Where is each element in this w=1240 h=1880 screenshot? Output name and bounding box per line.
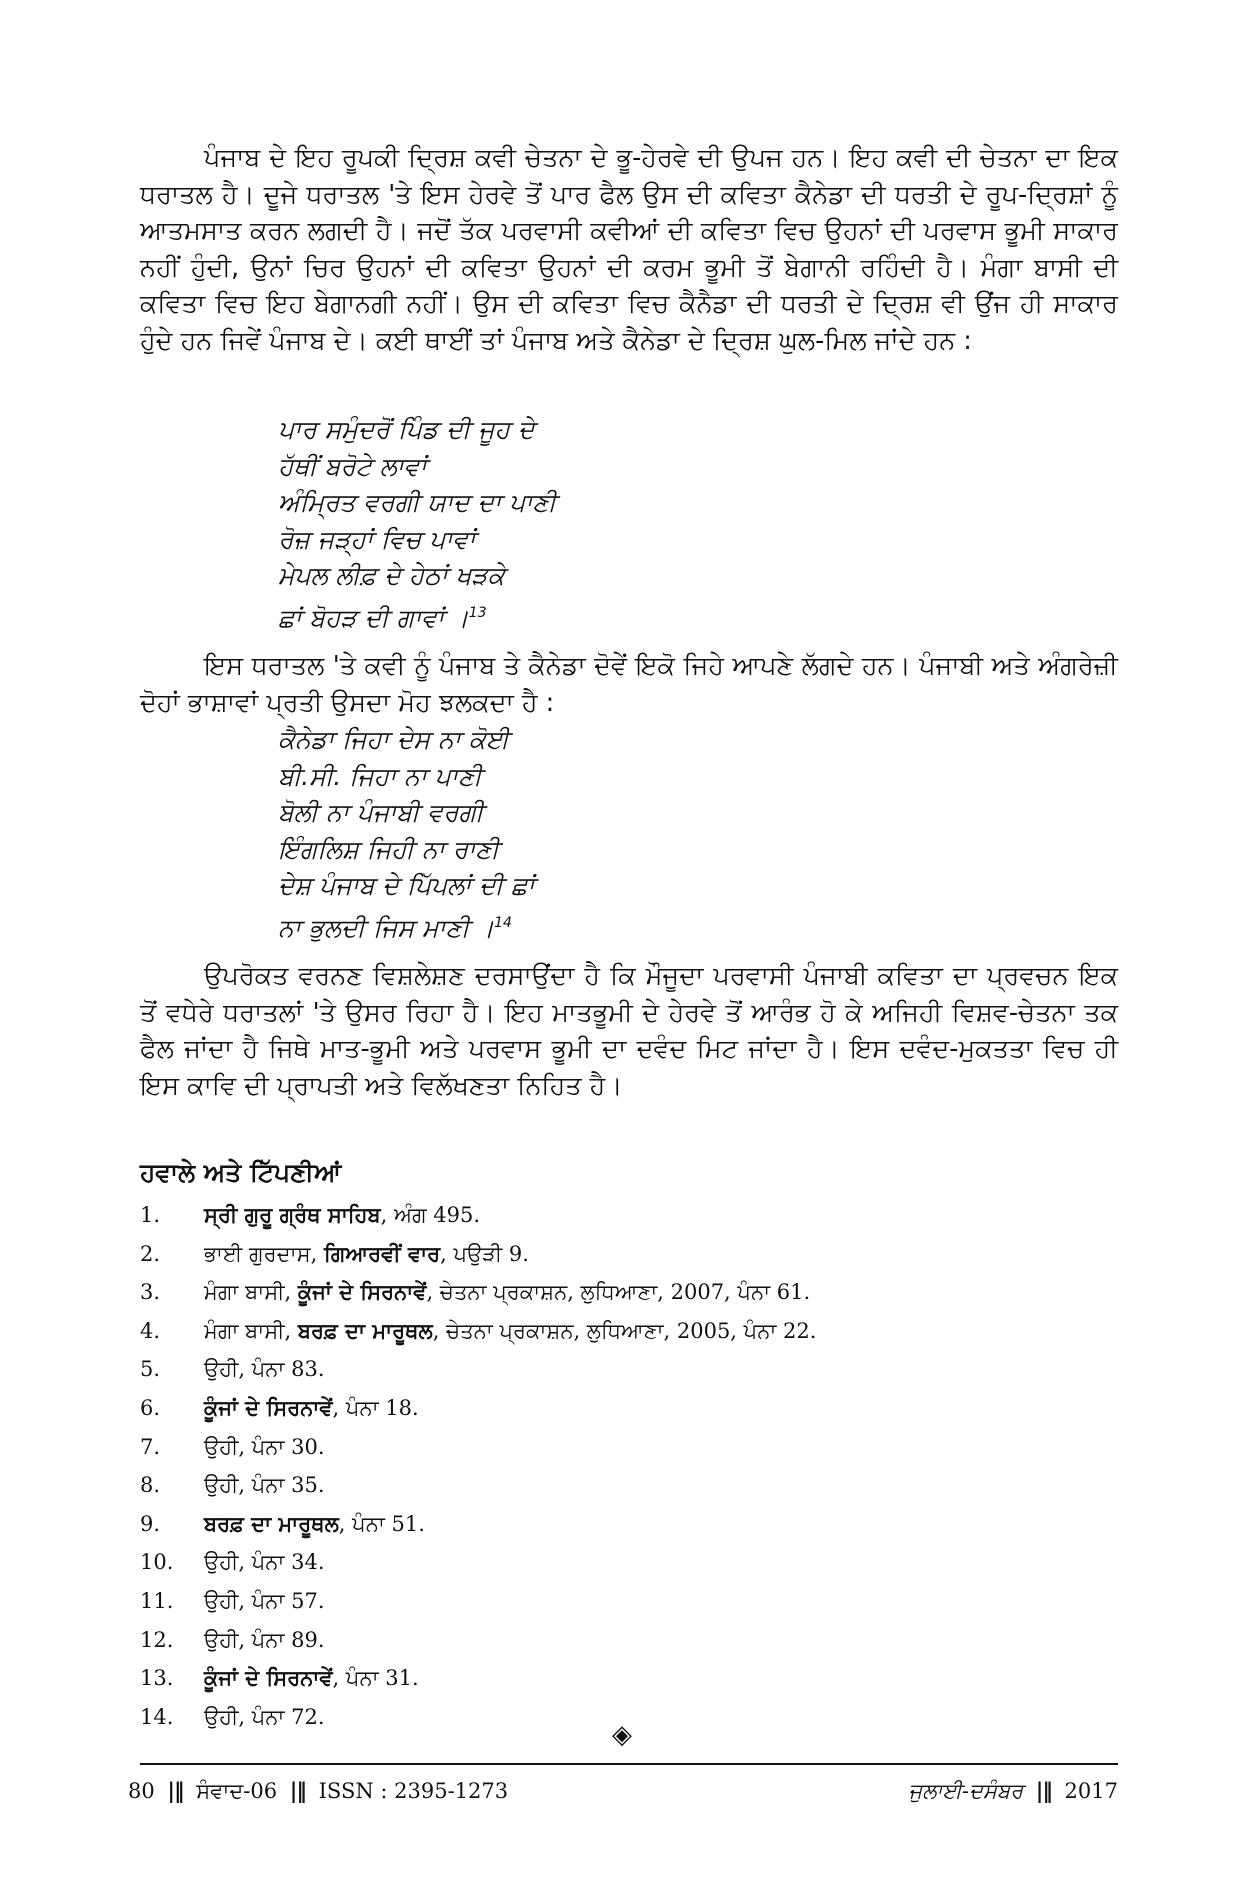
footer-left xyxy=(128,1778,508,1804)
verse-2-line: ਬੀ.ਸੀ. ਜਿਹਾ ਨਾ ਪਾਣੀ xyxy=(278,761,482,791)
reference-rest: , ਪੰਨਾ 18. xyxy=(332,1395,419,1420)
reference-number: 1. xyxy=(140,1203,161,1227)
footer-right xyxy=(909,1778,1118,1804)
verse-2-line: ਬੋਲੀ ਨਾ ਪੰਜਾਬੀ ਵਰਗੀ xyxy=(278,798,484,827)
footer-rule xyxy=(140,1763,1118,1765)
reference-prefix: ਉਹੀ, ਪੰਨਾ 83. xyxy=(204,1357,325,1382)
reference-prefix: ਉਹੀ, ਪੰਨਾ 35. xyxy=(204,1473,325,1498)
reference-title: ਬਰਫ਼ ਦਾ ਮਾਰੂਥਲ xyxy=(297,1318,433,1343)
reference-item xyxy=(140,1466,816,1505)
journal-name: ਸੰਵਾਦ-06 xyxy=(196,1779,278,1803)
reference-number: 5. xyxy=(140,1357,161,1382)
reference-rest: , ਅੰਗ 495. xyxy=(380,1203,481,1227)
reference-title: ਕੂੰਜਾਂ ਦੇ ਸਿਰਨਾਵੇਂ xyxy=(204,1666,333,1691)
verse-1-line: ਮੇਪਲ ਲੀਫ਼ ਦੇ ਹੇਠਾਂ ਖੜਕੇ xyxy=(278,561,505,590)
page-number: 80 xyxy=(128,1779,155,1803)
reference-item xyxy=(140,1543,816,1582)
reference-prefix: ਉਹੀ, ਪੰਨਾ 57. xyxy=(204,1588,325,1613)
reference-number: 6. xyxy=(140,1395,161,1420)
end-of-article-icon: ◈ xyxy=(612,1720,632,1750)
issue-year: 2017 xyxy=(1064,1779,1118,1803)
verse-1-line: ਛਾਂ ਬੋਹੜ ਦੀ ਗਾਵਾਂ । xyxy=(278,602,469,632)
reference-item xyxy=(140,1273,816,1312)
verse-2 xyxy=(278,722,535,946)
reference-prefix: ਉਹੀ, ਪੰਨਾ 30. xyxy=(204,1434,325,1459)
reference-number: 2. xyxy=(140,1241,161,1266)
verse-1-line: ਅੰਮ੍ਰਿਤ ਵਰਗੀ ਯਾਦ ਦਾ ਪਾਣੀ xyxy=(278,488,557,517)
reference-rest: , ਚੇਤਨਾ ਪ੍ਰਕਾਸ਼ਨ, ਲੁਧਿਆਣਾ, 2005, ਪੰਨਾ 22. xyxy=(432,1318,817,1343)
footer-separator: |‖ xyxy=(1035,1778,1052,1803)
reference-title: ਕੂੰਜਾਂ ਦੇ ਸਿਰਨਾਵੇਂ xyxy=(297,1280,427,1305)
paragraph-1: ਪੰਜਾਬ ਦੇ ਇਹ ਰੂਪਕੀ ਦ੍ਰਿਸ਼ ਕਵੀ ਚੇਤਨਾ ਦੇ ਭੂ-ਹੇਰਵੇ ਦੀ ਉਪਜ ਹਨ। ਇਹ ਕਵੀ ਦੀ ਚੇਤਨਾ ਦਾ ਇਕ ਧਰਾਤਲ ਹੈ। ਦੂਜੇ ਧਰਾਤਲ 'ਤੇ ਇਸ ਹੇਰਵੇ ਤੋਂ ਪਾਰ ਫੈਲ ਉਸ ਦੀ ਕਵਿਤਾ ਕੈਨੇਡਾ ਦੀ ਧਰਤੀ ਦੇ ਰੂਪ-ਦ੍ਰਿਸ਼ਾਂ ਨੂੰ ਆਤਮਸਾਤ ਕਰਨ ਲਗਦੀ ਹੈ। ਜਦੋਂ ਤੱਕ ਪਰਵਾਸੀ ਕਵੀਆਂ ਦੀ ਕਵਿਤਾ ਵਿਚ ਉਹਨਾਂ ਦੀ ਪਰਵਾਸ ਭੂਮੀ ਸਾਕਾਰ ਨਹੀਂ ਹੁੰਦੀ, ਉਨਾਂ ਚਿਰ ਉਹਨਾਂ ਦੀ ਕਵਿਤਾ ਉਹਨਾਂ ਦੀ ਕਰਮ ਭੂਮੀ ਤੋਂ ਬੇਗਾਨੀ ਰਹਿੰਦੀ ਹੈ। ਮੰਗਾ ਬਾਸੀ ਦੀ ਕਵਿਤਾ ਵਿਚ ਇਹ ਬੇਗਾਨਗੀ ਨਹੀਂ। ਉਸ ਦੀ ਕਵਿਤਾ ਵਿਚ ਕੈਨੈਡਾ ਦੀ ਧਰਤੀ ਦੇ ਦ੍ਰਿਸ਼ ਵੀ ਉਂਜ ਹੀ ਸਾਕਾਰ ਹੁੰਦੇ ਹਨ ਜਿਵੇਂ ਪੰਜਾਬ ਦੇ। ਕਈ ਥਾਈਂ ਤਾਂ ਪੰਜਾਬ ਅਤੇ ਕੈਨੇਡਾ ਦੇ ਦ੍ਰਿਸ਼ ਘੁਲ-ਮਿਲ ਜਾਂਦੇ ਹਨ : xyxy=(140,143,1118,356)
reference-number: 12. xyxy=(140,1627,174,1652)
verse-1 xyxy=(278,412,556,636)
verse-2-line: ਇੰਗਲਿਸ਼ ਜਿਹੀ ਨਾ ਰਾਣੀ xyxy=(278,834,500,864)
reference-number: 11. xyxy=(140,1588,174,1613)
reference-title: ਕੂੰਜਾਂ ਦੇ ਸਿਰਨਾਵੇਂ xyxy=(204,1395,333,1420)
reference-item xyxy=(140,1582,816,1621)
reference-item xyxy=(140,1350,816,1389)
verse-1-line: ਪਾਰ ਸਮੁੰਦਰੋਂ ਪਿੰਡ ਦੀ ਜੂਹ ਦੇ xyxy=(278,415,535,444)
verse-2-line: ਦੇਸ਼ ਪੰਜਾਬ ਦੇ ਪਿੱਪਲਾਂ ਦੀ ਛਾਂ xyxy=(278,871,535,900)
footer-separator: |‖ xyxy=(167,1778,184,1803)
reference-title: ਸ੍ਰੀ ਗੁਰੂ ਗ੍ਰੰਥ ਸਾਹਿਬ xyxy=(204,1203,381,1227)
reference-title: ਬਰਫ਼ ਦਾ ਮਾਰੂਥਲ xyxy=(204,1511,339,1536)
issn: ISSN : 2395-1273 xyxy=(318,1779,509,1803)
paragraph-2: ਇਸ ਧਰਾਤਲ 'ਤੇ ਕਵੀ ਨੂੰ ਪੰਜਾਬ ਤੇ ਕੈਨੇਡਾ ਦੋਵੇਂ ਇਕੋ ਜਿਹੇ ਆਪਣੇ ਲੱਗਦੇ ਹਨ। ਪੰਜਾਬੀ ਅਤੇ ਅੰਗਰੇਜ਼ੀ ਦੋਹਾਂ ਭਾਸ਼ਾਵਾਂ ਪ੍ਰਤੀ ਉਸਦਾ ਮੋਹ ਝਲਕਦਾ ਹੈ : xyxy=(140,651,1118,718)
footer-separator: |‖ xyxy=(289,1778,306,1803)
reference-prefix: ਉਹੀ, ਪੰਨਾ 89. xyxy=(204,1627,325,1652)
reference-prefix: ਉਹੀ, ਪੰਨਾ 34. xyxy=(204,1550,325,1575)
paragraph-3: ਉਪਰੋਕਤ ਵਰਨਣ ਵਿਸ਼ਲੇਸ਼ਣ ਦਰਸਾਉਂਦਾ ਹੈ ਕਿ ਮੌਜੂਦਾ ਪਰਵਾਸੀ ਪੰਜਾਬੀ ਕਵਿਤਾ ਦਾ ਪ੍ਰਵਚਨ ਇਕ ਤੋਂ ਵਧੇਰੇ ਧਰਾਤਲਾਂ 'ਤੇ ਉਸਰ ਰਿਹਾ ਹੈ। ਇਹ ਮਾਤਭੂਮੀ ਦੇ ਹੇਰਵੇ ਤੋਂ ਆਰੰਭ ਹੋ ਕੇ ਅਜਿਹੀ ਵਿਸ਼ਵ-ਚੇਤਨਾ ਤਕ ਫੈਲ ਜਾਂਦਾ ਹੈ ਜਿਥੇ ਮਾਤ-ਭੂਮੀ ਅਤੇ ਪਰਵਾਸ ਭੂਮੀ ਦਾ ਦਵੰਦ ਮਿਟ ਜਾਂਦਾ ਹੈ। ਇਸ ਦਵੰਦ-ਮੁਕਤਤਾ ਵਿਚ ਹੀ ਇਸ ਕਾਵਿ ਦੀ ਪ੍ਰਾਪਤੀ ਅਤੇ ਵਿਲੱਖਣਤਾ ਨਿਹਿਤ ਹੈ। xyxy=(140,961,1118,1101)
reference-prefix: ਉਹੀ, ਪੰਨਾ 72. xyxy=(204,1704,325,1729)
reference-number: 9. xyxy=(140,1511,161,1536)
reference-number: 4. xyxy=(140,1318,161,1343)
verse-2-line: ਕੈਨੇਡਾ ਜਿਹਾ ਦੇਸ ਨਾ ਕੋਈ xyxy=(278,725,509,754)
reference-rest: , ਚੇਤਨਾ ਪ੍ਰਕਾਸ਼ਨ, ਲੁਧਿਆਣਾ, 2007, ਪੰਨਾ 61. xyxy=(426,1280,811,1305)
reference-item xyxy=(140,1312,816,1351)
references-list xyxy=(140,1196,816,1736)
reference-number: 13. xyxy=(140,1666,174,1691)
reference-number: 3. xyxy=(140,1280,161,1305)
reference-title: ਗਿਆਰਵੀਂ ਵਾਰ xyxy=(323,1241,441,1266)
verse-1-line: ਰੋਜ਼ ਜੜ੍ਹਾਂ ਵਿਚ ਪਾਵਾਂ xyxy=(278,524,476,554)
issue-period: ਜੁਲਾਈ-ਦਸੰਬਰ xyxy=(908,1779,1024,1803)
reference-item xyxy=(140,1196,816,1235)
reference-prefix: ਭਾਈ ਗੁਰਦਾਸ, xyxy=(204,1241,324,1266)
verse-1-line: ਹੱਥੀਂ ਬਰੋਟੇ ਲਾਵਾਂ xyxy=(278,451,427,481)
reference-item xyxy=(140,1389,816,1428)
reference-number: 10. xyxy=(140,1550,174,1575)
footnote-marker: 13 xyxy=(468,604,487,621)
reference-item xyxy=(140,1698,816,1737)
reference-number: 7. xyxy=(140,1434,161,1459)
verse-2-line: ਨਾ ਭੁਲਦੀ ਜਿਸ ਮਾਣੀ । xyxy=(278,912,495,942)
reference-prefix: ਮੰਗਾ ਬਾਸੀ, xyxy=(204,1318,298,1343)
reference-rest: , ਪਉੜੀ 9. xyxy=(440,1241,529,1266)
verse-2-last-line xyxy=(278,905,535,947)
reference-item xyxy=(140,1659,816,1698)
reference-item xyxy=(140,1235,816,1274)
reference-prefix: ਮੰਗਾ ਬਾਸੀ, xyxy=(204,1280,298,1305)
references-heading: ਹਵਾਲੇ ਅਤੇ ਟਿੱਪਣੀਆਂ xyxy=(140,1158,342,1187)
reference-rest: , ਪੰਨਾ 31. xyxy=(332,1666,419,1691)
reference-number: 14. xyxy=(140,1704,174,1729)
reference-item xyxy=(140,1621,816,1660)
reference-item xyxy=(140,1505,816,1544)
reference-item xyxy=(140,1428,816,1467)
reference-number: 8. xyxy=(140,1473,161,1498)
reference-rest: , ਪੰਨਾ 51. xyxy=(338,1511,425,1536)
footnote-marker: 14 xyxy=(494,914,512,931)
verse-1-last-line xyxy=(278,595,556,637)
